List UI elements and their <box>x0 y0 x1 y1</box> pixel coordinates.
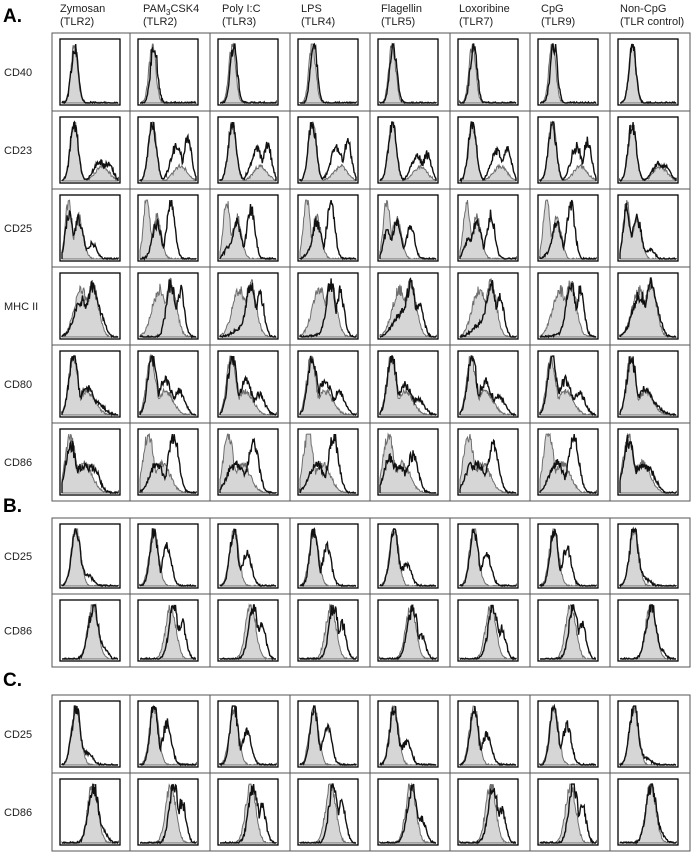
histogram-cell <box>138 429 198 495</box>
histogram-cell <box>618 600 678 661</box>
control-histogram <box>540 706 596 765</box>
row-marker-label: CD80 <box>4 379 33 391</box>
control-histogram <box>140 200 196 259</box>
histogram-cell <box>618 701 678 767</box>
row-marker-label: CD86 <box>4 807 33 819</box>
panel-b <box>3 496 690 667</box>
control-histogram <box>540 44 596 103</box>
control-histogram <box>62 784 118 843</box>
histogram-cell <box>538 429 598 495</box>
histogram-cell <box>618 524 678 588</box>
column-header-receptor: (TLR3) <box>222 16 257 28</box>
control-histogram <box>220 44 276 103</box>
histogram-cell <box>298 195 358 261</box>
row-marker-label: CD40 <box>4 67 33 79</box>
histogram-cell <box>538 117 598 183</box>
histogram-cell <box>60 273 120 339</box>
panel-label: C. <box>3 670 22 691</box>
histogram-cell <box>378 600 438 661</box>
histogram-cell <box>60 195 120 261</box>
control-histogram <box>62 706 118 765</box>
control-histogram <box>620 280 676 337</box>
row-marker-label: CD23 <box>4 145 33 157</box>
column-header-receptor: (TLR4) <box>301 16 336 28</box>
histogram-cell <box>538 524 598 588</box>
column-header-agent: Non-CpG <box>620 3 667 15</box>
column-header-agent: LPS <box>301 3 322 15</box>
histogram-cell <box>60 524 120 588</box>
column-header-agent: $PAM_3CSK4$ <box>143 3 200 17</box>
control-histogram <box>220 356 276 415</box>
column-header-agent: Flagellin <box>381 3 422 15</box>
control-histogram <box>380 44 436 103</box>
column-headers <box>60 3 684 28</box>
histogram-cell <box>298 273 358 339</box>
column-header-receptor: (TLR control) <box>620 16 685 28</box>
histogram-cell <box>538 351 598 417</box>
histogram-cell <box>218 600 278 661</box>
row-marker-label: CD86 <box>4 457 33 469</box>
control-histogram <box>460 44 516 103</box>
histogram-cell <box>378 117 438 183</box>
control-histogram <box>300 44 356 103</box>
histogram-cell <box>378 273 438 339</box>
histogram-cell <box>458 524 518 588</box>
control-histogram <box>620 605 676 659</box>
panel-grid-frame <box>52 518 690 667</box>
histogram-cell <box>538 273 598 339</box>
control-histogram <box>140 44 196 103</box>
column-header-receptor: (TLR2) <box>143 16 178 28</box>
histogram-cell <box>618 351 678 417</box>
histogram-cell <box>138 779 198 845</box>
histogram-cell <box>60 600 120 661</box>
column-header-receptor: (TLR7) <box>459 16 494 28</box>
histogram-cell <box>378 195 438 261</box>
histogram-cell <box>218 779 278 845</box>
histogram-cell <box>298 39 358 105</box>
histogram-cell <box>218 273 278 339</box>
histogram-cell <box>378 524 438 588</box>
control-histogram <box>380 529 436 586</box>
row-marker-label: CD25 <box>4 551 33 563</box>
histogram-cell <box>298 117 358 183</box>
histogram-cell <box>458 429 518 495</box>
histogram-cell <box>378 701 438 767</box>
column-header-agent: Loxoribine <box>459 3 510 15</box>
histogram-cell <box>458 701 518 767</box>
row-marker-label: MHC II <box>4 301 39 313</box>
column-header-agent: CpG <box>541 3 564 15</box>
column-header-receptor: (TLR9) <box>541 16 576 28</box>
histogram-cell <box>60 429 120 495</box>
histogram-cell <box>378 351 438 417</box>
histogram-cell <box>298 779 358 845</box>
histogram-cell <box>458 351 518 417</box>
histogram-cell <box>138 195 198 261</box>
histogram-cell <box>218 39 278 105</box>
panel-label: A. <box>3 6 22 27</box>
control-histogram <box>380 434 436 493</box>
histogram-cell <box>618 39 678 105</box>
histogram-cell <box>298 429 358 495</box>
control-histogram <box>620 200 676 259</box>
histogram-cell <box>618 195 678 261</box>
histogram-cell <box>138 39 198 105</box>
histogram-cell <box>218 429 278 495</box>
histogram-cell <box>458 39 518 105</box>
histogram-cell <box>138 273 198 339</box>
control-histogram <box>140 529 196 586</box>
control-histogram <box>540 529 596 586</box>
histogram-cell <box>538 779 598 845</box>
histogram-cell <box>538 701 598 767</box>
control-histogram <box>220 201 276 259</box>
panel-a <box>3 6 690 501</box>
histogram-cell <box>138 524 198 588</box>
column-header-agent: Zymosan <box>60 3 106 15</box>
histogram-cell <box>618 117 678 183</box>
histogram-cell <box>538 195 598 261</box>
histogram-cell <box>298 524 358 588</box>
column-header-receptor: (TLR5) <box>381 16 416 28</box>
histogram-cell <box>298 600 358 661</box>
histogram-cell <box>60 351 120 417</box>
histogram-cell <box>218 195 278 261</box>
row-marker-label: CD86 <box>4 625 33 638</box>
histogram-cell <box>378 779 438 845</box>
histogram-cell <box>60 701 120 767</box>
control-histogram <box>62 122 118 181</box>
histogram-cell <box>458 273 518 339</box>
histogram-cell <box>538 600 598 661</box>
histogram-cell <box>60 39 120 105</box>
histogram-cell <box>138 351 198 417</box>
histogram-cell <box>138 117 198 183</box>
histogram-cell <box>218 117 278 183</box>
histogram-cell <box>458 117 518 183</box>
histogram-cell <box>60 117 120 183</box>
control-histogram <box>62 605 118 659</box>
histogram-cell <box>218 524 278 588</box>
panel-label: B. <box>3 496 22 517</box>
control-histogram <box>460 529 516 586</box>
histogram-cell <box>60 779 120 845</box>
column-header-agent: Poly I:C <box>222 3 261 15</box>
histogram-cell <box>538 39 598 105</box>
histogram-cell <box>618 273 678 339</box>
control-histogram <box>300 122 356 181</box>
row-marker-label: CD25 <box>4 729 33 741</box>
histogram-cell <box>138 600 198 661</box>
histogram-panels <box>3 6 690 851</box>
control-histogram <box>140 706 196 765</box>
histogram-cell <box>378 429 438 495</box>
control-histogram <box>620 125 676 181</box>
histogram-cell <box>218 701 278 767</box>
panel-c <box>3 670 690 851</box>
histogram-cell <box>298 701 358 767</box>
histogram-cell <box>458 779 518 845</box>
histogram-cell <box>458 195 518 261</box>
histogram-cell <box>138 701 198 767</box>
histogram-cell <box>618 429 678 495</box>
histogram-cell <box>458 600 518 661</box>
column-header-receptor: (TLR2) <box>60 16 95 28</box>
control-histogram <box>62 200 118 259</box>
histogram-cell <box>378 39 438 105</box>
histogram-cell <box>218 351 278 417</box>
row-marker-label: CD25 <box>4 223 33 235</box>
histogram-cell <box>298 351 358 417</box>
histogram-cell <box>618 779 678 845</box>
